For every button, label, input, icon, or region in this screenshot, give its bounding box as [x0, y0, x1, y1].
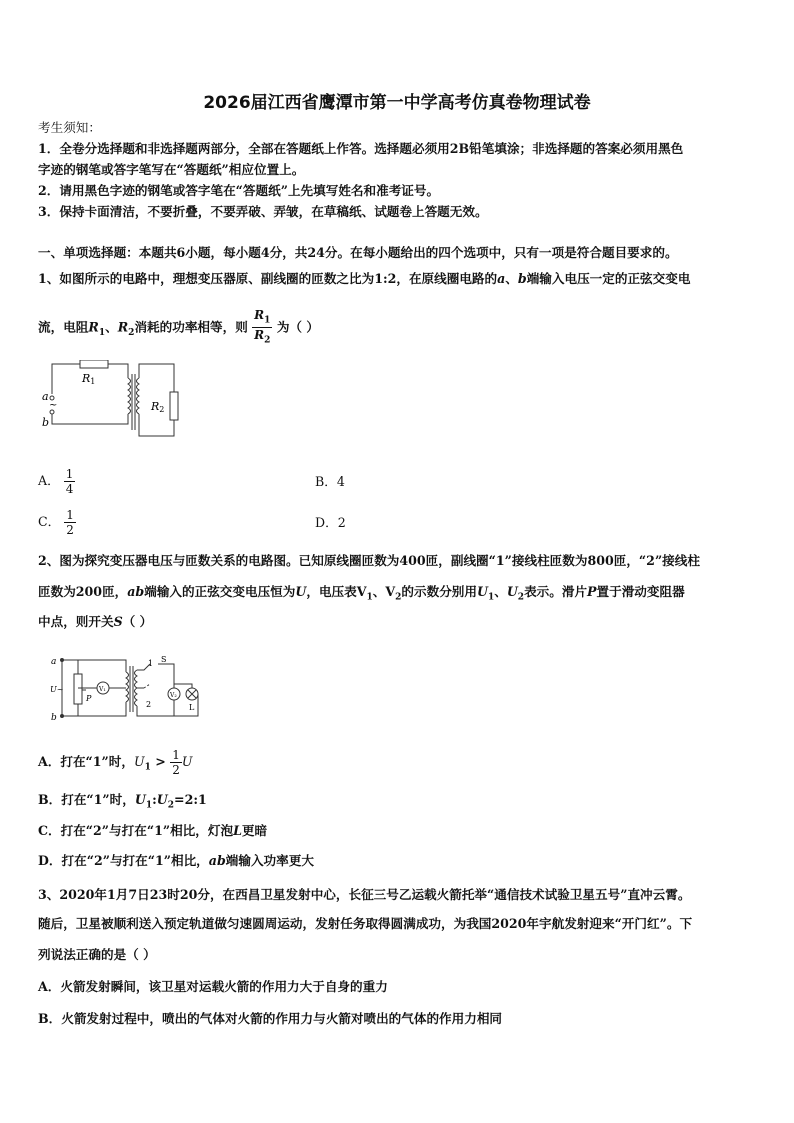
q1-option-a[interactable]: A． $\frac{1}{4}$: [38, 467, 74, 496]
label-l: L: [189, 703, 195, 712]
q2-line1: 2、图为探究变压器电压与匝数关系的电路图。已知原线圈匝数为400匝，副线圈“1”接线柱匝数为800匝，“2”接线柱: [38, 553, 700, 568]
q1-option-c[interactable]: C． $\frac{1}{2}$: [38, 508, 74, 537]
label-b: b: [51, 713, 57, 723]
notice-item-1-cont: 字迹的钢笔或答字笔写在“答题纸”相应位置上。: [38, 162, 305, 177]
q3-line2: 随后，卫星被顺利送入预定轨道做匀速圆周运动，发射任务取得圆满成功，为我国2020年宇航发射迎来“开门红”。下: [38, 916, 693, 931]
label-terminal-2: 2: [146, 700, 152, 709]
q2-line3: 中点，则开关S（ ）: [38, 614, 153, 629]
q2-option-a[interactable]: A．打在“1”时，$U_1$ > $\frac{1}{2}$ U: [38, 748, 193, 777]
q1-fraction: $\frac{R_1}{R_2}$: [254, 308, 271, 346]
q3-option-b[interactable]: B．火箭发射过程中，喷出的气体对火箭的作用力与火箭对喷出的气体的作用力相同: [38, 1011, 503, 1026]
notice-item-1: 1．全卷分选择题和非选择题两部分，全部在答题纸上作答。选择题必须用2B铅笔填涂；非选择题的答案必须用黑色: [38, 141, 684, 156]
notice-item-2: 2．请用黑色字迹的钢笔或答字笔在“答题纸”上先填写姓名和准考证号。: [38, 183, 440, 198]
label-a: a: [51, 657, 57, 667]
q1-option-b[interactable]: B．4: [315, 474, 345, 489]
label-r2: R2: [151, 400, 165, 414]
q2-line2: 匝数为200匝，ab端输入的正弦交变电压恒为U，电压表$V_1$、$V_2$的示数分别用$U_1$、$U_2$表示。滑片P置于滑动变阻器: [38, 584, 685, 603]
q1-option-d[interactable]: D．2: [315, 515, 346, 530]
label-s: S: [161, 655, 167, 664]
label-v2: V₂: [170, 692, 177, 699]
label-r1: R1: [82, 372, 96, 386]
label-a: a: [42, 390, 49, 403]
label-terminal-1: 1: [148, 659, 154, 668]
q3-option-a[interactable]: A．火箭发射瞬间，该卫星对运载火箭的作用力大于自身的重力: [38, 979, 388, 994]
q3-line3: 列说法正确的是（ ）: [38, 947, 156, 962]
notice-heading: 考生须知：: [38, 120, 101, 135]
label-b: b: [42, 416, 50, 429]
label-v1: V₁: [99, 686, 106, 693]
label-ac-source: ~: [49, 400, 58, 411]
label-u: U~: [50, 685, 64, 694]
q1-circuit-diagram: [36, 360, 186, 452]
q1-line1: 1、如图所示的电路中，理想变压器原、副线圈的匝数之比为1:2，在原线圈电路的a、b端输入电压一定的正弦交变电: [38, 271, 691, 286]
notice-item-3: 3．保持卡面清洁，不要折叠，不要弄破、弄皱，在草稿纸、试题卷上答题无效。: [38, 204, 488, 219]
q2-option-c[interactable]: C．打在“2”与打在“1”相比，灯泡L更暗: [38, 823, 268, 838]
section-heading: 一、单项选择题：本题共6小题，每小题4分，共24分。在每小题给出的四个选项中，只有一项是符合题目要求的。: [38, 245, 678, 260]
q2-circuit-diagram: [48, 654, 208, 724]
q2-option-d[interactable]: D．打在“2”与打在“1”相比，ab端输入功率更大: [38, 853, 314, 868]
q1-line2: 流，电阻$R_1$、$R_2$消耗的功率相等，则 $\frac{R_1}{R_2}$ 为（ ）: [38, 308, 319, 346]
q2-option-b[interactable]: B．打在“1”时，$U_1:U_2=2:1$: [38, 792, 207, 811]
page-title: 2026届江西省鹰潭市第一中学高考仿真卷物理试卷: [203, 93, 591, 113]
label-p: P: [86, 694, 92, 703]
q3-line1: 3、2020年1月7日23时20分，在西昌卫星发射中心，长征三号乙运载火箭托举“通信技术试验卫星五号”直冲云霄。: [38, 887, 691, 902]
